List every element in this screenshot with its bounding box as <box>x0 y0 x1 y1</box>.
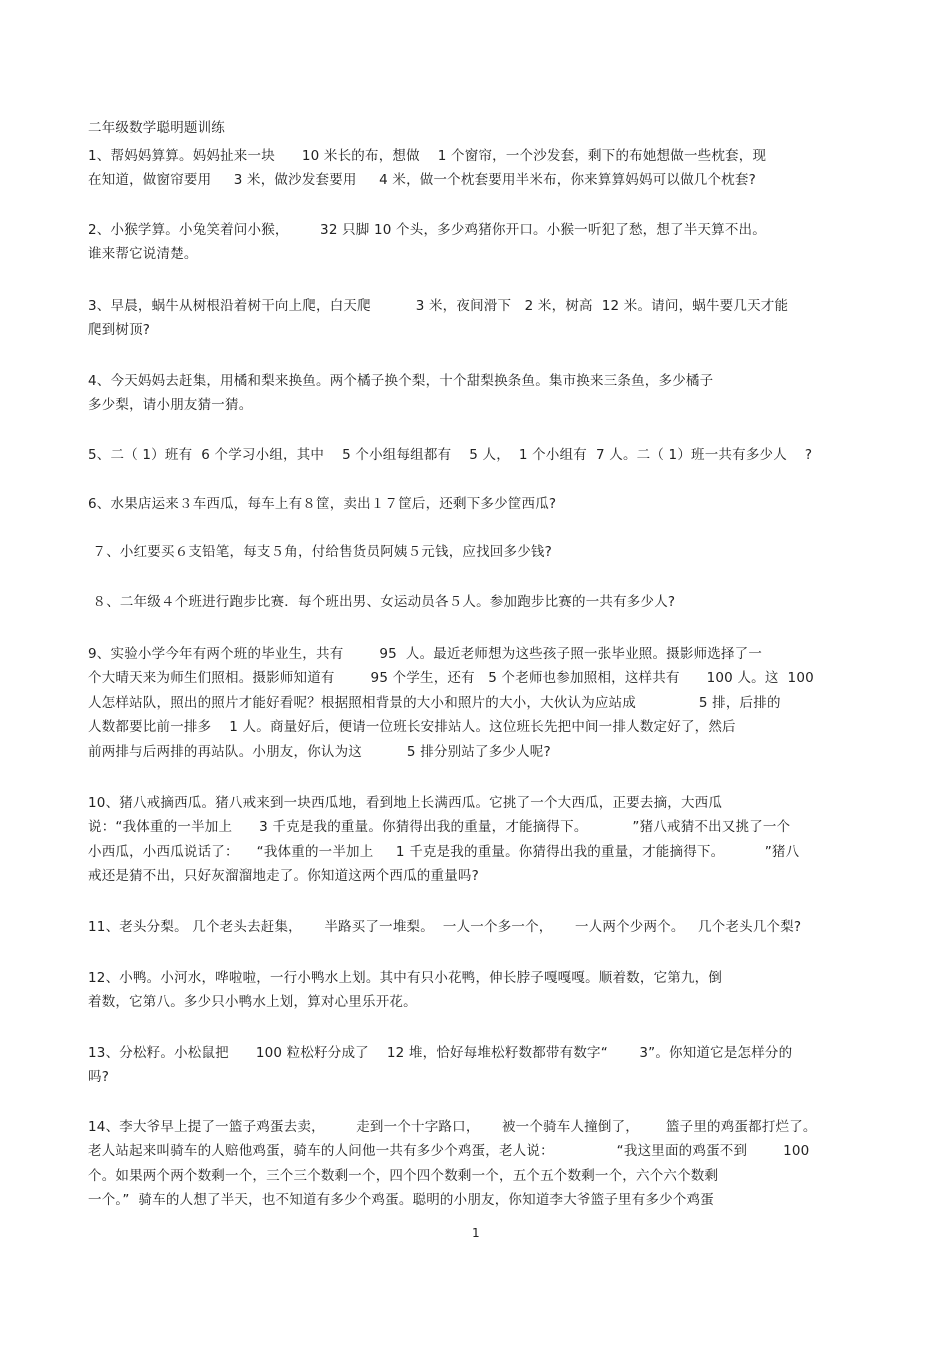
problem-line: 9、实验小学今年有两个班的毕业生，共有 95 人。最近老师想为这些孩子照一张毕业照。摄影师选择了一 <box>88 646 763 662</box>
problem-line: 老人站起来叫骑车的人赔他鸡蛋，骑车的人问他一共有多少个鸡蛋，老人说： “我这里面的鸡蛋不到 100 <box>88 1143 810 1159</box>
problem-line: 前两排与后两排的再站队。小朋友，你认为这 5 排分别站了多少人呢? <box>88 744 551 760</box>
problem-line: 人数都要比前一排多 1 人。商量好后，便请一位班长安排站人。这位班长先把中间一排人数定好了，然后 <box>88 719 736 735</box>
problem-line: 14、李大爷早上提了一篮子鸡蛋去卖， 走到一个十字路口， 被一个骑车人撞倒了， 篮子里的鸡蛋都打烂了。 <box>88 1119 817 1135</box>
problem-line: 12、小鸭。小河水，哗啦啦，一行小鸭水上划。其中有只小花鸭，伸长脖子嘎嘎嘎。顺着数，它第九，倒 <box>88 970 723 986</box>
problem-line: 一个。” 骑车的人想了半天，也不知道有多少个鸡蛋。聪明的小朋友，你知道李大爷篮子里有多少个鸡蛋 <box>88 1192 714 1208</box>
problem-line: 5、二（ 1）班有 6 个学习小组，其中 5 个小组每组都有 5 人， 1 个小组有 7 人。二（ 1）班一共有多少人 ? <box>88 447 813 463</box>
problem-line: 人怎样站队，照出的照片才能好看呢？根据照相背景的大小和照片的大小，大伙认为应站成 5 排，后排的 <box>88 695 781 711</box>
problem-line: 11、老头分梨。 几个老头去赶集， 半路买了一堆梨。 一人一个多一个， 一人两个少两个。 几个老头几个梨? <box>88 919 802 935</box>
problem-line: 6、水果店运来３车西瓜，每车上有８筐，卖出１７筐后，还剩下多少筐西瓜? <box>88 496 557 512</box>
problem-line: 戒还是猜不出，只好灰溜溜地走了。你知道这两个西瓜的重量吗? <box>88 868 479 884</box>
problem-line: 着数，它第八。多少只小鸭水上划，算对心里乐开花。 <box>88 994 417 1010</box>
problem-line: ７、小红要买６支铅笔，每支５角，付给售货员阿姨５元钱，应找回多少钱? <box>88 544 552 560</box>
problem-line: 谁来帮它说清楚。 <box>88 246 198 262</box>
problem-line: 爬到树顶? <box>88 322 151 338</box>
page-title: 二年级数学聪明题训练 <box>88 120 225 136</box>
problem-line: 13、分松籽。小松鼠把 100 粒松籽分成了 12 堆，恰好每堆松籽数都带有数字“ 3”。你知道它是怎样分的 <box>88 1045 793 1061</box>
problem-line: 1、帮妈妈算算。妈妈扯来一块 10 米长的布，想做 1 个窗帘，一个沙发套，剩下的布她想做一些枕套，现 <box>88 148 767 164</box>
problem-line: ８、二年级４个班进行跑步比赛．每个班出男、女运动员各５人。参加跑步比赛的一共有多少人? <box>88 594 676 610</box>
page-number: 1 <box>472 1226 480 1240</box>
problem-line: 在知道，做窗帘要用 3 米，做沙发套要用 4 米，做一个枕套要用半米布，你来算算妈妈可以做几个枕套? <box>88 172 756 188</box>
problem-line: 3、早晨，蜗牛从树根沿着树干向上爬，白天爬 3 米，夜间滑下 2 米，树高 12 米。请问，蜗牛要几天才能 <box>88 298 789 314</box>
problem-line: 个大晴天来为师生们照相。摄影师知道有 95 个学生，还有 5 个老师也参加照相，这样共有 100 人。这 100 <box>88 670 814 686</box>
problem-line: 小西瓜，小西瓜说话了： “我体重的一半加上 1 千克是我的重量。你猜得出我的重量，才能摘得下。 ”猪八 <box>88 844 800 860</box>
problem-line: 2、小猴学算。小兔笑着问小猴， 32 只脚 10 个头，多少鸡猪你开口。小猴一听犯了愁，想了半天算不出。 <box>88 222 766 238</box>
problem-line: 吗? <box>88 1069 110 1085</box>
problem-line: 说：“我体重的一半加上 3 千克是我的重量。你猜得出我的重量，才能摘得下。 ”猪八戒猜不出又挑了一个 <box>88 819 791 835</box>
problem-line: 个。如果两个两个数剩一个，三个三个数剩一个，四个四个数剩一个，五个五个数剩一个，六个六个数剩 <box>88 1168 719 1184</box>
problem-line: 4、今天妈妈去赶集，用橘和梨来换鱼。两个橘子换个梨，十个甜梨换条鱼。集市换来三条鱼，多少橘子 <box>88 373 714 389</box>
problem-line: 10、猪八戒摘西瓜。猪八戒来到一块西瓜地，看到地上长满西瓜。它挑了一个大西瓜，正要去摘，大西瓜 <box>88 795 723 811</box>
problem-line: 多少梨，请小朋友猜一猜。 <box>88 397 253 413</box>
